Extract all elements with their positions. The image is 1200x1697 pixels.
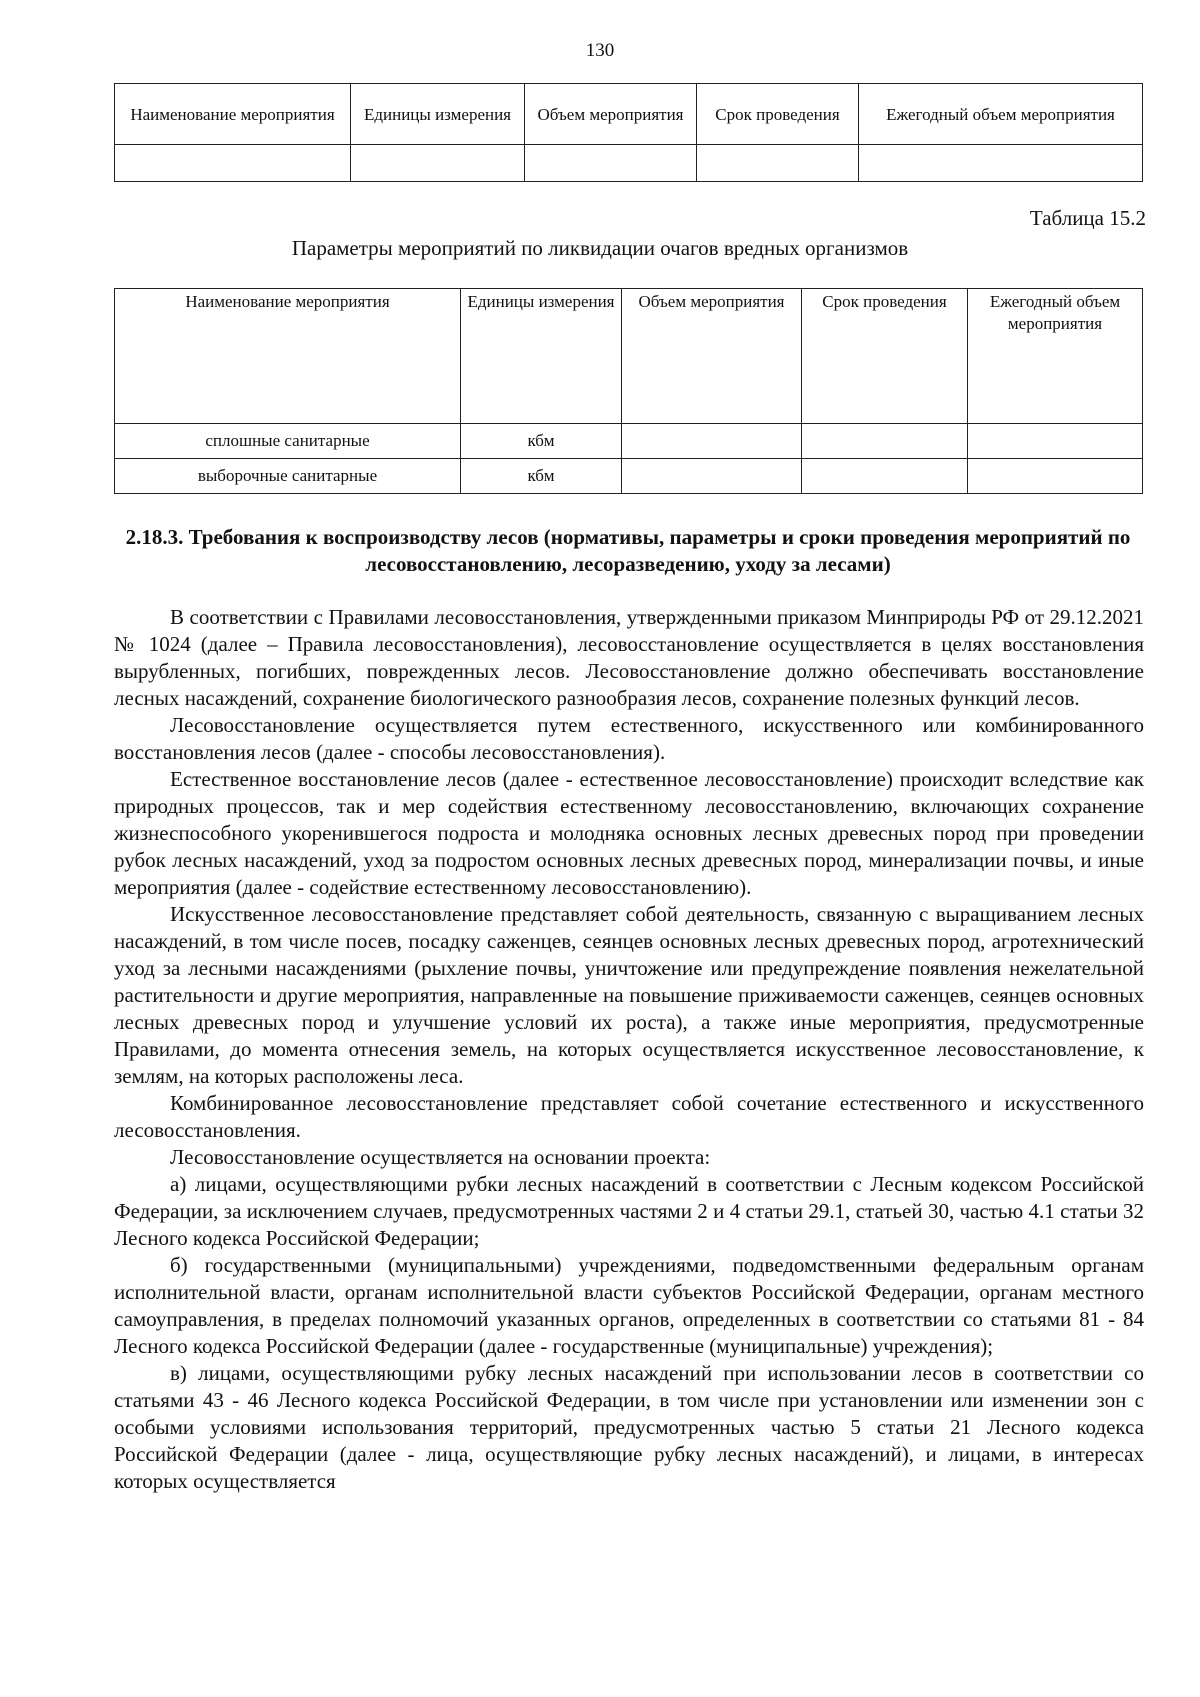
paragraph: Комбинированное лесовосстановление представляет собой сочетание естественного и искусственного лесовосстановления.	[114, 1091, 1144, 1142]
table-cell	[115, 145, 351, 182]
table-row	[115, 424, 1143, 459]
paragraph: В соответствии с Правилами лесовосстановления, утвержденными приказом Минприроды РФ от 29.12.2021 № 1024 (далее – Правила лесовосстановления), лесовосстановление осуществляется в целях восстановления вырубленных, погибших, поврежденных лесов. Лесовосстановление должно обеспечивать восстановление лесных насаждений, сохранение биологического разнообразия лесов, сохранение полезных функций лесов.	[114, 605, 1144, 710]
header-annual-volume: Ежегодный объем мероприятия	[968, 289, 1143, 424]
activities-table-top	[114, 83, 1143, 182]
table-cell: выборочные санитарные	[115, 459, 461, 494]
paragraph: Лесовосстановление осуществляется на основании проекта:	[170, 1145, 711, 1169]
table-cell: сплошные санитарные	[115, 424, 461, 459]
table-row	[115, 459, 1143, 494]
table-caption-title: Параметры мероприятий по ликвидации очагов вредных организмов	[291, 236, 909, 260]
table-cell	[697, 145, 859, 182]
table-row	[115, 145, 1143, 182]
table-header-row	[115, 84, 1143, 145]
header-annual-volume: Ежегодный объем мероприятия	[859, 84, 1143, 145]
table-cell	[968, 459, 1143, 494]
table-cell	[802, 424, 968, 459]
header-units: Единицы измерения	[461, 289, 622, 424]
table-cell	[859, 145, 1143, 182]
header-activity-name: Наименование мероприятия	[115, 84, 351, 145]
header-volume: Объем мероприятия	[525, 84, 697, 145]
header-activity-name: Наименование мероприятия	[115, 289, 461, 424]
list-item: в) лицами, осуществляющими рубку лесных насаждений при использовании лесов в соответствии со статьями 43 - 46 Лесного кодекса Российской Федерации, в том числе при установлении или изменении зон с особыми условиями использования территорий, предусмотренных частью 5 статьи 21 Лесного кодекса Российской Федерации (далее - лица, осуществляющие рубку лесных насаждений), и лицами, в интересах которых осуществляется	[114, 1361, 1144, 1493]
header-volume: Объем мероприятия	[622, 289, 802, 424]
table-cell	[802, 459, 968, 494]
table-cell: кбм	[461, 459, 622, 494]
table-cell	[622, 459, 802, 494]
table-header-row	[115, 289, 1143, 424]
header-period: Срок проведения	[697, 84, 859, 145]
table-cell	[968, 424, 1143, 459]
list-item: а) лицами, осуществляющими рубки лесных насаждений в соответствии с Лесным кодексом Российской Федерации, за исключением случаев, предусмотренных частями 2 и 4 статьи 29.1, статьей 30, частью 4.1 статьи 32 Лесного кодекса Российской Федерации;	[114, 1172, 1144, 1250]
section-heading: 2.18.3. Требования к воспроизводству лесов (нормативы, параметры и сроки проведения мероприятий по лесовосстановлению, лесоразведению, уходу за лесами)	[125, 525, 1131, 576]
table-cell	[525, 145, 697, 182]
page-number: 130	[585, 40, 615, 61]
table-cell	[351, 145, 525, 182]
table-cell: кбм	[461, 424, 622, 459]
list-item: б) государственными (муниципальными) учреждениями, подведомственными федеральным органам исполнительной власти, органам исполнительной власти субъектов Российской Федерации, органам местного самоуправления, в пределах полномочий указанных органов, определенных в соответствии со статьями 81 - 84 Лесного кодекса Российской Федерации (далее - государственные (муниципальные) учреждения);	[114, 1253, 1144, 1358]
header-period: Срок проведения	[802, 289, 968, 424]
pest-control-table	[114, 288, 1143, 494]
paragraph: Искусственное лесовосстановление представляет собой деятельность, связанную с выращиванием лесных насаждений, в том числе посев, посадку саженцев, сеянцев основных лесных древесных пород, агротехнический уход за лесными насаждениями (рыхление почвы, уничтожение или предупреждение появления нежелательной растительности и другие мероприятия, направленные на повышение приживаемости саженцев, сеянцев основных лесных древесных пород и улучшение условий их роста), а также иные мероприятия, предусмотренные Правилами, до момента отнесения земель, на которых осуществляется искусственное лесовосстановление, к землям, на которых расположены леса.	[114, 902, 1144, 1088]
header-units: Единицы измерения	[351, 84, 525, 145]
table-cell	[622, 424, 802, 459]
paragraph: Лесовосстановление осуществляется путем естественного, искусственного или комбинированного восстановления лесов (далее - способы лесовосстановления).	[114, 713, 1144, 764]
section-body	[114, 604, 1144, 1495]
table-caption-number: Таблица 15.2	[1029, 206, 1146, 230]
paragraph: Естественное восстановление лесов (далее - естественное лесовосстановление) происходит вследствие как природных процессов, так и мер содействия естественному лесовосстановлению, включающих сохранение жизнеспособного укоренившегося подроста и молодняка основных лесных древесных пород при проведении рубок лесных насаждений, уход за подростом основных лесных древесных пород, минерализации почвы, и иные мероприятия (далее - содействие естественному лесовосстановлению).	[114, 767, 1144, 899]
